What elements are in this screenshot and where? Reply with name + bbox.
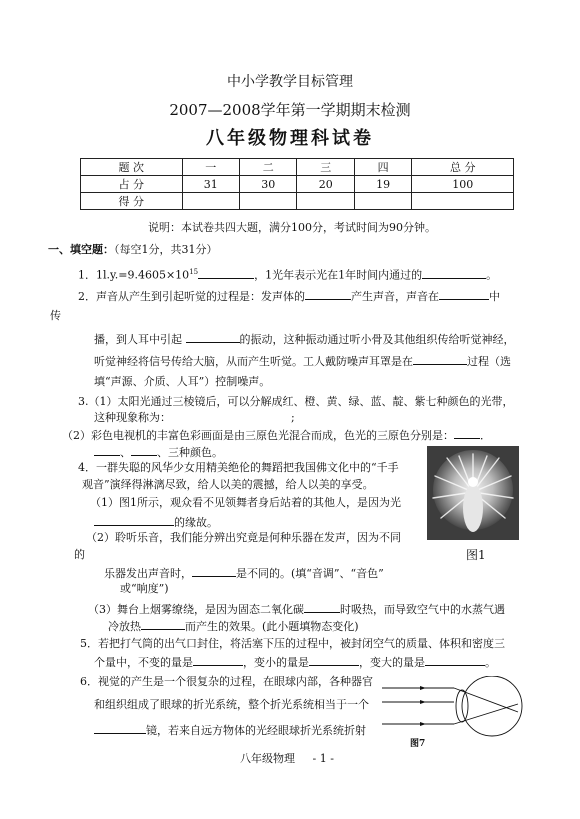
answer-blank[interactable] <box>171 410 291 421</box>
q4-line: 或“响度”) <box>120 582 169 595</box>
q2-text: 中 <box>489 290 500 303</box>
figure-1-caption: 图1 <box>466 548 486 562</box>
q1-text: 。 <box>486 268 498 282</box>
q6-text: 镜，若来自远方物体的光经眼球折光系统折射 <box>146 724 366 737</box>
question-3: 3.（1）太阳光通过三棱镜后，可以分解成红、橙、黄、绿、蓝、靛、紫七种颜色的光带， <box>78 395 514 408</box>
answer-blank[interactable] <box>192 565 236 577</box>
q2-text: 2．声音从产生到引起听觉的过程是：发声体的 <box>78 290 305 303</box>
q4-text: 冷放热 <box>108 620 141 633</box>
answer-blank[interactable] <box>94 722 146 734</box>
table-row <box>81 176 514 193</box>
q4-text: 的缘故。 <box>174 516 218 529</box>
page-footer <box>240 752 334 766</box>
table-cell: 得 分 <box>81 193 183 210</box>
q3-text: 三种颜色。 <box>168 446 223 459</box>
q5-text: 。 <box>485 656 496 669</box>
q2-text: 听觉神经将信号传给大脑，从而产生听觉。工人戴防噪声耳罩是在 <box>94 355 413 368</box>
section-title: 一、填空题： <box>48 243 114 256</box>
answer-blank[interactable] <box>425 654 485 666</box>
table-cell[interactable] <box>412 193 514 210</box>
q4-text: 时吸热，而导致空气中的水蒸气遇 <box>340 603 505 616</box>
page-number: - 1 - <box>312 752 334 765</box>
q4-line: （1）图1所示，观众看不见领舞者身后站着的其他人，是因为光 <box>90 496 401 509</box>
q5-text: ，变小的量是 <box>243 656 309 669</box>
table-cell[interactable] <box>182 193 239 210</box>
q2-text: 的振动，这种振动通过听小骨及其他组织传给听觉神经， <box>239 333 515 346</box>
table-cell: 30 <box>240 176 297 193</box>
q6-line <box>94 722 366 738</box>
q2-line <box>94 331 515 347</box>
q4-text: 而产生的效果。(此小题填物态变化) <box>185 620 359 633</box>
q2-text: 产生声音，声音在 <box>351 290 439 303</box>
q2-wrap: 传 <box>50 309 61 322</box>
q3-text: 、 <box>157 446 168 459</box>
footer-label: 八年级物理 <box>240 752 295 765</box>
table-cell: 题 次 <box>81 159 183 176</box>
table-cell: 二 <box>240 159 297 176</box>
q4-line <box>94 514 218 530</box>
q2-line <box>94 353 511 369</box>
answer-blank[interactable] <box>141 618 185 630</box>
answer-blank[interactable] <box>422 267 486 279</box>
section-score: （每空1分，共31分） <box>114 243 218 256</box>
table-cell: 四 <box>354 159 411 176</box>
answer-blank[interactable] <box>413 353 467 365</box>
table-row <box>81 159 514 176</box>
q1-exponent: 15 <box>189 268 199 276</box>
dance-photo <box>427 446 519 540</box>
question-5: 5．若把打气筒的出气口封住，将活塞下压的过程中，被封闭空气的质量、体积和密度三 <box>80 637 505 650</box>
q5-line <box>94 654 496 670</box>
table-cell: 31 <box>182 176 239 193</box>
q4-line <box>104 565 384 581</box>
answer-blank[interactable] <box>305 288 351 300</box>
q2-line: 填“声源、介质、人耳”）控制噪声。 <box>94 375 271 388</box>
q3-text: 这种现象称为： <box>94 411 171 424</box>
answer-blank[interactable] <box>304 601 340 613</box>
q4-line: 的 <box>74 548 85 561</box>
q4-text: 是不同的。(填“音调”、“音色” <box>236 567 384 580</box>
table-cell: 占 分 <box>81 176 183 193</box>
table-cell: 一 <box>182 159 239 176</box>
table-cell: 100 <box>412 176 514 193</box>
q4-line <box>88 601 505 617</box>
exam-notice: 说明：本试卷共四大题，满分100分，考试时间为90分钟。 <box>148 221 436 234</box>
q3-line: （2）彩色电视机的丰富色彩画面是由三原色光混合而成，色光的三原色分别是： ． <box>62 429 491 442</box>
table-cell: 三 <box>297 159 354 176</box>
q5-text: 个量中，不变的量是 <box>94 656 193 669</box>
q3-text: （2）彩色电视机的丰富色彩画面是由三原色光混合而成，色光的三原色分别是： <box>62 429 454 442</box>
q5-text: ，变大的量是 <box>359 656 425 669</box>
table-cell: 19 <box>354 176 411 193</box>
q3-text: 、 <box>120 446 131 459</box>
answer-blank[interactable] <box>309 654 359 666</box>
q4-line: （2）聆听乐音，我们能分辨出究竟是何种乐器在发声，因为不同 <box>86 531 401 544</box>
question-1 <box>78 265 497 283</box>
q1-text: ，1光年表示光在1年时间内通过的 <box>254 268 423 282</box>
table-row <box>81 193 514 210</box>
table-cell[interactable] <box>354 193 411 210</box>
exam-term: 2007—2008学年第一学期期末检测 <box>169 101 411 119</box>
q4-text: 乐器发出声音时， <box>104 567 192 580</box>
table-cell: 总 分 <box>412 159 514 176</box>
answer-blank[interactable] <box>94 444 120 456</box>
school-header: 中小学教学目标管理 <box>227 74 353 90</box>
question-4: 4．一群失聪的风华少女用精美绝伦的舞蹈把我国佛文化中的“千手 <box>78 461 399 474</box>
q4-line: 观音”演绎得淋漓尽致，给人以美的震撼，给人以美的享受。 <box>82 478 374 491</box>
exam-title: 八年级物理科试卷 <box>206 128 374 149</box>
answer-blank[interactable] <box>198 267 254 279</box>
question-2 <box>78 288 500 304</box>
q6-line: 和组织组成了眼球的折光系统，整个折光系统相当于一个 <box>94 698 369 711</box>
q3-line: 这种现象称为： ; <box>94 411 295 424</box>
answer-blank[interactable] <box>94 514 174 526</box>
answer-blank[interactable] <box>454 427 480 439</box>
table-cell: 20 <box>297 176 354 193</box>
eye-diagram <box>380 676 540 738</box>
q4-text: （3）舞台上烟雾缭绕，是因为固态二氧化碳 <box>88 603 304 616</box>
question-6: 6．视觉的产生是一个很复杂的过程，在眼球内部，各种器官 <box>80 675 373 688</box>
figure-7-caption: 图7 <box>410 739 426 749</box>
q4-line <box>108 618 359 634</box>
q2-text: 过程（选 <box>467 355 511 368</box>
answer-blank[interactable] <box>131 444 157 456</box>
score-table <box>80 158 514 210</box>
section-heading <box>48 243 218 257</box>
table-cell[interactable] <box>240 193 297 210</box>
answer-blank[interactable] <box>193 654 243 666</box>
table-cell[interactable] <box>297 193 354 210</box>
q1-text: 1．1l.y.=9.4605×10 <box>78 268 190 282</box>
q3-line <box>94 444 223 460</box>
answer-blank[interactable] <box>186 331 240 343</box>
q2-text: 播，到人耳中引起 <box>94 333 186 346</box>
answer-blank[interactable] <box>439 288 489 300</box>
